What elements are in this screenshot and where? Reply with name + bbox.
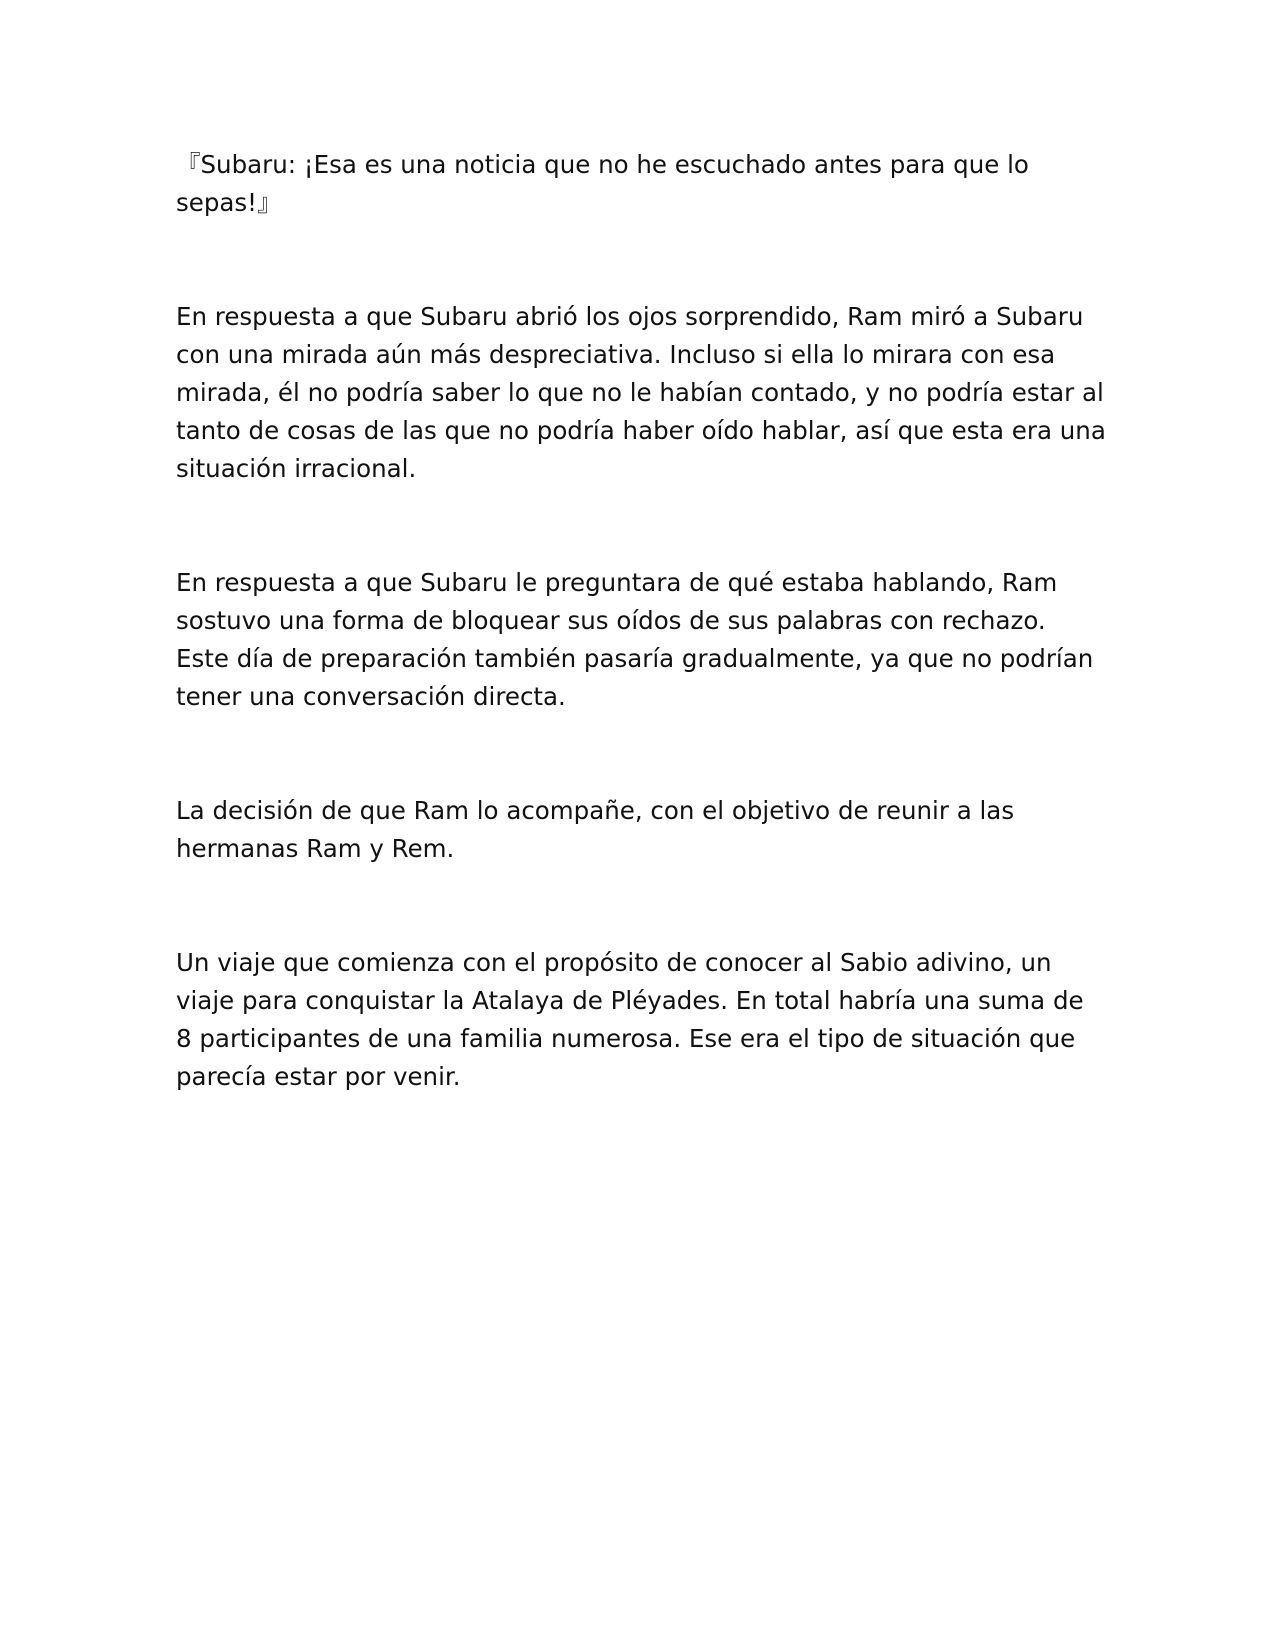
narrative-paragraph: Un viaje que comienza con el propósito de conocer al Sabio adivino, un viaje para conquistar la Atalaya de Pléyades. En total habría una suma de 8 participantes de una familia numerosa. Ese era el tipo de situación que parecía estar por venir. [176, 948, 1084, 1091]
dialogue-paragraph: 『Subaru: ¡Esa es una noticia que no he escuchado antes para que lo sepas!』 [176, 150, 1029, 217]
narrative-paragraph: En respuesta a que Subaru abrió los ojos sorprendido, Ram miró a Subaru con una mirada aún más despreciativa. Incluso si ella lo mirara con esa mirada, él no podría saber lo que no le habían contado, y no podría estar al tanto de cosas de las que no podría haber oído hablar, así que esta era una situación irracional. [176, 302, 1106, 483]
document-body [176, 146, 1106, 1172]
narrative-paragraph: La decisión de que Ram lo acompañe, con el objetivo de reunir a las hermanas Ram y Rem. [176, 796, 1015, 863]
narrative-paragraph: En respuesta a que Subaru le preguntara de qué estaba hablando, Ram sostuvo una forma de bloquear sus oídos de sus palabras con rechazo. Este día de preparación también pasaría gradualmente, ya que no podrían tener una conversación directa. [176, 568, 1094, 711]
